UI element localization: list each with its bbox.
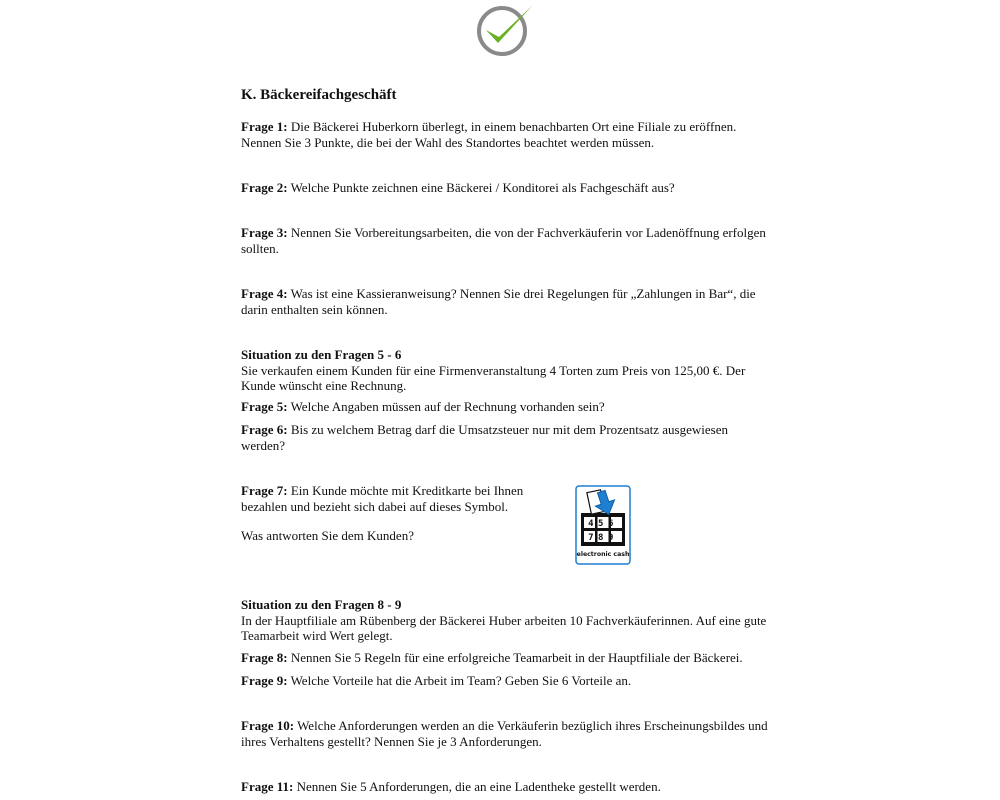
- question-text: Ein Kunde möchte mit Kreditkarte bei Ihnen bezahlen und bezieht sich dabei auf dieses Symbol.: [241, 483, 524, 514]
- question-label: Frage 4:: [241, 286, 288, 301]
- question-text: Welche Vorteile hat die Arbeit im Team? Geben Sie 6 Vorteile an.: [290, 673, 632, 688]
- question-label: Frage 11:: [241, 779, 294, 794]
- keypad-row-2: 789: [588, 533, 618, 543]
- checkmark-icon: [472, 3, 536, 57]
- question-text: Bis zu welchem Betrag darf die Umsatzsteuer nur mit dem Prozentsatz ausgewiesen werden?: [241, 422, 728, 453]
- situation-text: In der Hauptfiliale am Rübenberg der Bäckerei Huber arbeiten 10 Fachverkäuferinnen. Auf eine gute Teamarbeit wird Wert gelegt.: [241, 612, 767, 643]
- question-9: [241, 673, 771, 689]
- question-7: [241, 483, 541, 514]
- question-label: Frage 3:: [241, 225, 288, 240]
- page-title: K. Bäckereifachgeschäft: [241, 87, 397, 103]
- question-label: Frage 1:: [241, 119, 288, 134]
- question-text: Welche Angaben müssen auf der Rechnung vorhanden sein?: [290, 399, 605, 414]
- question-label: Frage 5:: [241, 399, 288, 414]
- question-label: Frage 8:: [241, 650, 288, 665]
- question-text: Was ist eine Kassieranweisung? Nennen Sie drei Regelungen für „Zahlungen in Bar“, die darin enthalten sein können.: [241, 286, 756, 317]
- question-4: [241, 286, 771, 317]
- situation-title: Situation zu den Fragen 8 - 9: [241, 597, 402, 612]
- question-5: [241, 399, 771, 415]
- keypad-row-1: 456: [588, 519, 618, 529]
- ec-caption: electronic cash: [576, 551, 630, 558]
- situation-title: Situation zu den Fragen 5 - 6: [241, 347, 402, 362]
- question-text: Nennen Sie Vorbereitungsarbeiten, die von der Fachverkäuferin vor Ladenöffnung erfolgen sollten.: [241, 225, 766, 256]
- question-text: Die Bäckerei Huberkorn überlegt, in einem benachbarten Ort eine Filiale zu eröffnen. Nennen Sie 3 Punkte, die bei der Wahl des Standortes beachtet werden müssen.: [241, 119, 737, 150]
- question-label: Frage 2:: [241, 180, 288, 195]
- question-6: [241, 422, 771, 453]
- question-7-followup: Was antworten Sie dem Kunden?: [241, 528, 414, 543]
- question-3: [241, 225, 771, 256]
- question-2: [241, 180, 771, 196]
- question-8: [241, 650, 771, 666]
- question-label: Frage 6:: [241, 422, 288, 437]
- electronic-cash-logo: [575, 485, 631, 565]
- question-text: Nennen Sie 5 Regeln für eine erfolgreiche Teamarbeit in der Hauptfiliale der Bäckerei.: [290, 650, 743, 665]
- question-text: Welche Anforderungen werden an die Verkäuferin bezüglich ihres Erscheinungsbildes und ihres Verhaltens gestellt? Nennen Sie je 3 Anforderungen.: [241, 718, 768, 749]
- situation-heading-2: [241, 597, 771, 644]
- question-text: Welche Punkte zeichnen eine Bäckerei / Konditorei als Fachgeschäft aus?: [290, 180, 675, 195]
- situation-text: Sie verkaufen einem Kunden für eine Firmenveranstaltung 4 Torten zum Preis von 125,00 €. Der Kunde wünscht eine Rechnung.: [241, 362, 746, 393]
- question-11: [241, 779, 771, 795]
- question-label: Frage 9:: [241, 673, 288, 688]
- question-text: Nennen Sie 5 Anforderungen, die an eine Ladentheke gestellt werden.: [296, 779, 661, 794]
- question-label: Frage 7:: [241, 483, 288, 498]
- situation-heading: [241, 347, 771, 394]
- question-1: [241, 119, 771, 150]
- question-label: Frage 10:: [241, 718, 295, 733]
- question-10: [241, 718, 771, 749]
